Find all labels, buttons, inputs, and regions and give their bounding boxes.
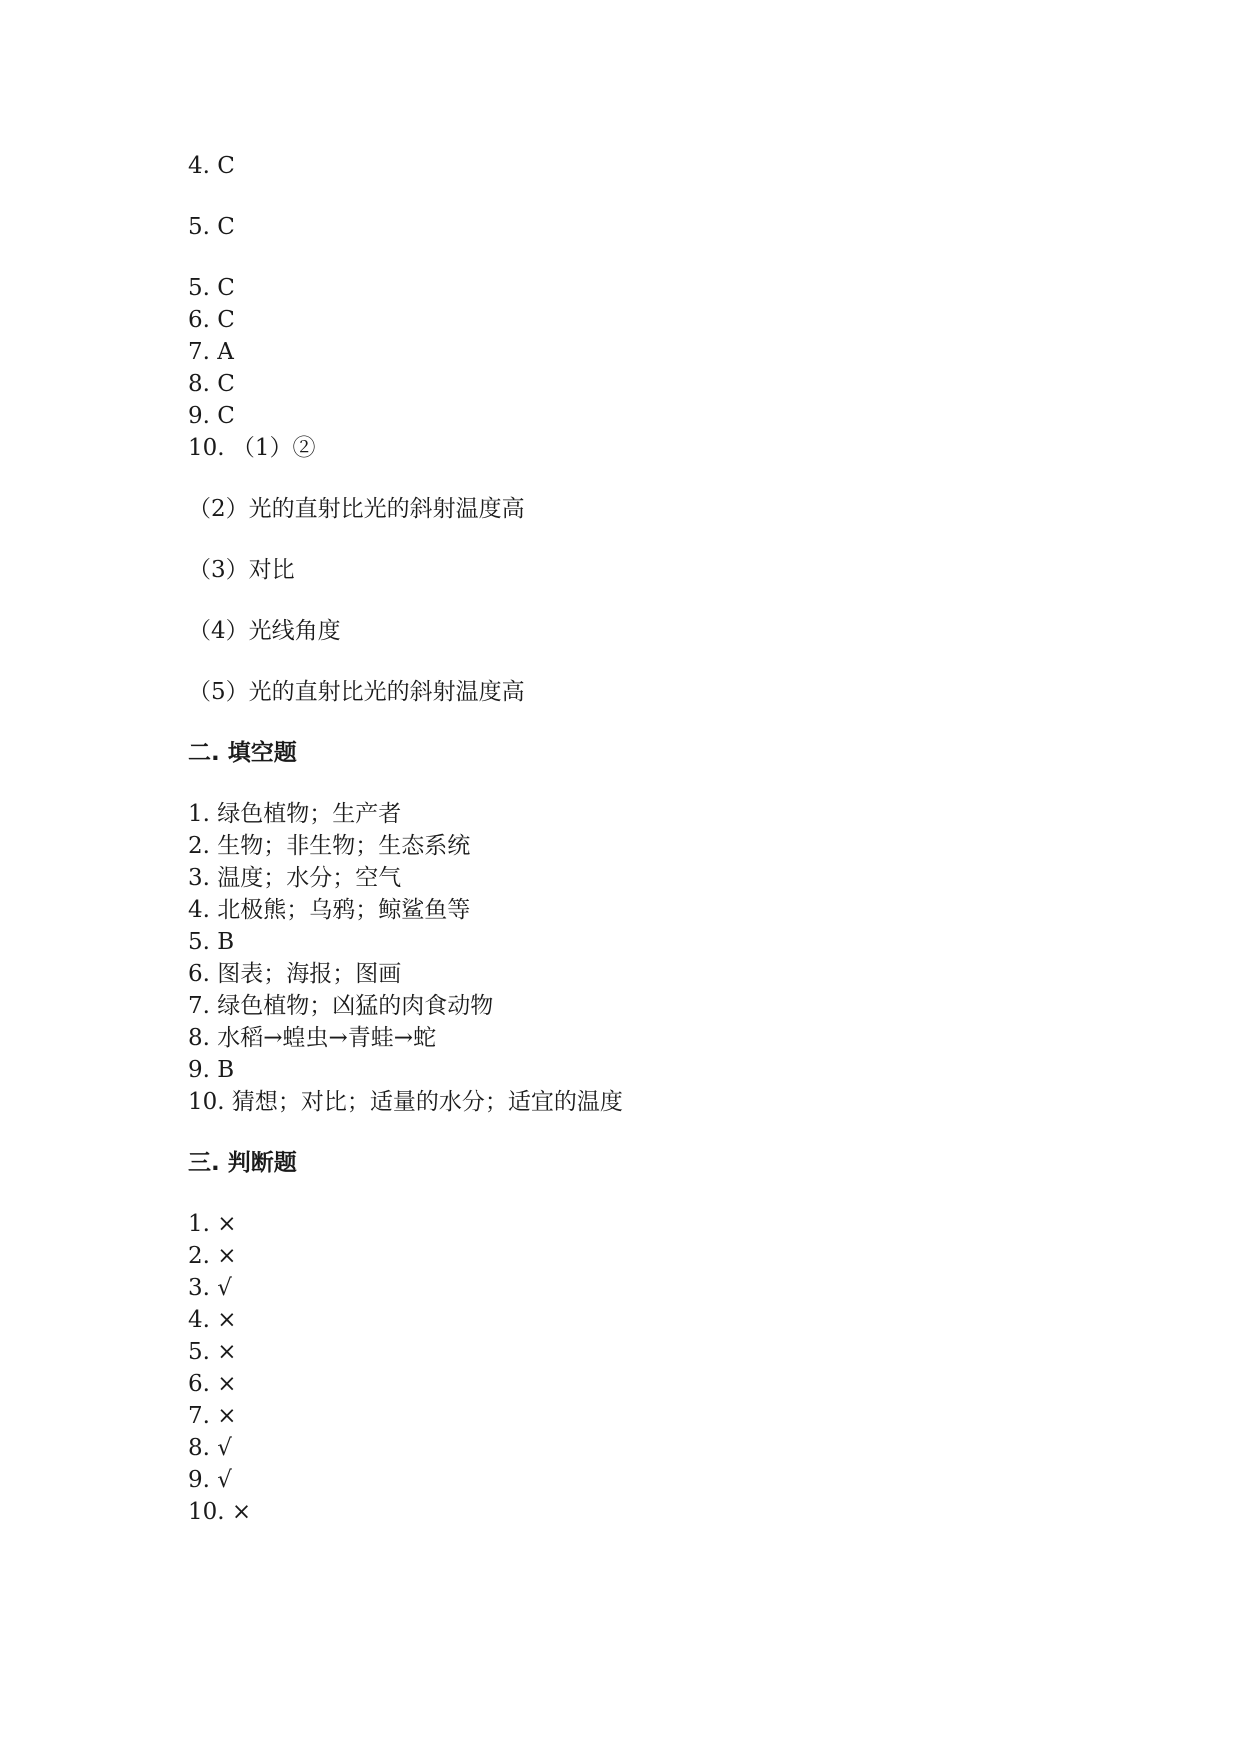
answer-line: 4. 北极熊；乌鸦；鲸鲨鱼等 [188, 897, 471, 923]
answer-subline: （4）光线角度 [188, 618, 341, 644]
answer-line: 2. × [188, 1243, 237, 1269]
answer-line: 4. × [188, 1307, 237, 1333]
answer-line: 9. C [188, 403, 235, 429]
answer-line: 6. 图表；海报；图画 [188, 961, 402, 987]
answer-line: 5. × [188, 1339, 237, 1365]
answer-line: 5. B [188, 929, 235, 955]
answer-line: 9. √ [188, 1467, 232, 1493]
answer-subline: （2）光的直射比光的斜射温度高 [188, 496, 525, 522]
answer-line: 9. B [188, 1057, 235, 1083]
answer-line: 2. 生物；非生物；生态系统 [188, 833, 471, 859]
answer-line: 8. √ [188, 1435, 232, 1461]
answer-line: 3. √ [188, 1275, 232, 1301]
answer-line: 10. （1）② [188, 435, 316, 461]
answer-line: 4. C [188, 153, 235, 179]
answer-subline: （3）对比 [188, 557, 295, 583]
section-heading-true-false: 三. 判断题 [188, 1150, 297, 1176]
answer-line: 6. × [188, 1371, 237, 1397]
answer-line: 7. × [188, 1403, 237, 1429]
answer-subline: （5）光的直射比光的斜射温度高 [188, 679, 525, 705]
answer-line: 10. 猜想；对比；适量的水分；适宜的温度 [188, 1089, 623, 1115]
answer-line: 5. C [188, 275, 235, 301]
answer-line: 7. 绿色植物；凶猛的肉食动物 [188, 993, 494, 1019]
answer-line: 8. C [188, 371, 235, 397]
answer-line: 7. A [188, 339, 234, 365]
answer-line: 3. 温度；水分；空气 [188, 865, 402, 891]
answer-line: 5. C [188, 214, 235, 240]
answer-line: 1. × [188, 1211, 237, 1237]
answer-line: 8. 水稻→蝗虫→青蛙→蛇 [188, 1025, 437, 1051]
answer-line: 6. C [188, 307, 235, 333]
section-heading-fill-in: 二. 填空题 [188, 740, 297, 766]
answer-line: 10. × [188, 1499, 252, 1525]
answer-line: 1. 绿色植物；生产者 [188, 801, 402, 827]
